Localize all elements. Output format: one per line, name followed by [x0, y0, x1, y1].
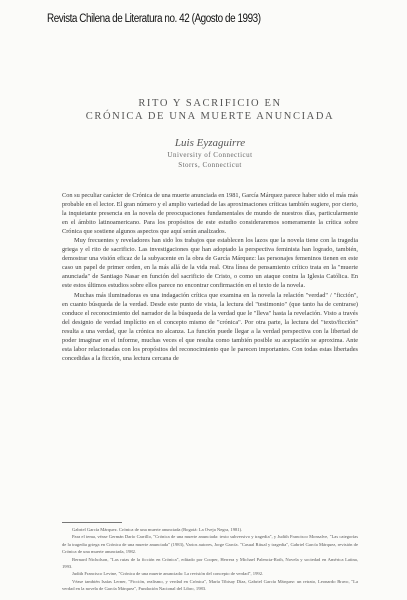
author-name: Luis Eyzaguirre — [174, 137, 246, 149]
footnote-3: Bernard Nicholson, "Las rutas de la ficción en Crónica", editado por Cooper, Herrera y Michael Palencia-Roth, Novela y sociedad en América Latina, 1993. — [62, 556, 358, 570]
byline — [120, 137, 300, 170]
footnote-4: Judith Francisco Levine, "Crónica de una muerte anunciada: La revisión del concepto de verdad", 1992. — [72, 571, 264, 577]
footnotes — [62, 526, 358, 593]
affiliation-university: University of Connecticut — [167, 151, 253, 159]
footnote-2: Para el tema, véase Germán Darío Carrillo, "Crónica de una muerte anunciada: texto subversivo y tragedia", y Judith Francisco Monsalve, "Las categorías de la tragedia griega en Crónica de una muerte anunciada" (1983), Varios autores, Jorge García. "Casual Ritual y tragedia", Gabriel García Márquez, revisión de Crónica de una muerte anunciada, 1982. — [62, 534, 358, 555]
affiliation-city: Storrs, Connecticut — [178, 161, 242, 169]
title-line-1: RITO Y SACRIFICIO EN — [138, 98, 282, 109]
footnote-divider — [62, 522, 122, 523]
paragraph-2: Muy frecuentes y reveladores han sido los trabajos que establecen los lazos que la novela tiene con la tragedia griega y el rito de sacrificio. Las investigaciones que han adoptado la perspectiva feminista han logrado, también, demostrar una visión eficaz de la subyacente en la obra de García Márquez: las personajes femeninos tienen en este caso un papel de primer orden, en la más allá de la vida real. Otra línea de pensamiento crítico trata en la "muerte anunciada" de Santiago Nasar en función del sacrificio de Cristo, o como un ataque contra la Iglesia Católica. En este estos últimos estudios sobre ellos parece no encontrar confirmación en el texto de la novela. — [62, 237, 358, 290]
footnote-5: Véase también Isaías Lerner, "Ficción, realismo, y verdad en Crónica", María Tibisay Díaz, Gabriel García Márquez: un retrato, Leonardo Bravo, "La verdad en la novela de García Márquez", Fundación Nacional del Libro, 1983. — [62, 578, 358, 592]
paragraph-1: Con su peculiar carácter de Crónica de una muerte anunciada en 1981, García Márquez parece haber sido el más más probable en el lector. El gran número y el amplio variedad de las aproximaciones críticas también sugiere, por cierto, la inquietante presencia en la novela de preocupaciones fundamentales de mundo de nuestros días, particularmente en el ámbito latinoamericano. Para los propósitos de este estudio consideraremos someramente la crítica sobre Crónica que sostiene algunos aspectos que aquí serán analizados. — [62, 192, 358, 236]
article-body — [62, 191, 358, 363]
title-line-2: CRÓNICA DE UNA MUERTE ANUNCIADA — [85, 111, 335, 122]
article-title — [60, 97, 360, 123]
journal-stamp: Revista Chilena de Literatura no. 42 (Agosto de 1993) — [47, 13, 261, 25]
footnote-1: Gabriel García Márquez. Crónica de una muerte anunciada (Bogotá: La Oveja Negra, 1981). — [72, 527, 243, 532]
paragraph-3: Muchas más iluminadoras es una indagación crítica que examina en la novela la relación "verdad" / "ficción", en cuanto búsqueda de la verdad. Desde este punto de vista, la lectura del "testimonio" (que tanto ha de centrarse) conduce el reconocimiento del narrador de la búsqueda de la verdad que le "lleva" hasta la revelación. Visto a través del designio de verdad implícito en el concepto mismo de "crónica". Por otra parte, la lectura del "texto/ficción" resulta a una verdad, que la crónica no alcanza. La función puede llegar a la verdad perspectiva con la libertad de poder imaginar en el informe, muchas veces el que resulta como también posible su aceptación se aproxima. Ante esta labor relacionadas con los propósitos del reconocimiento que le parecen importantes. Con todas estas libertades concedidas a la ficción, una lectura cercana de — [62, 291, 358, 362]
